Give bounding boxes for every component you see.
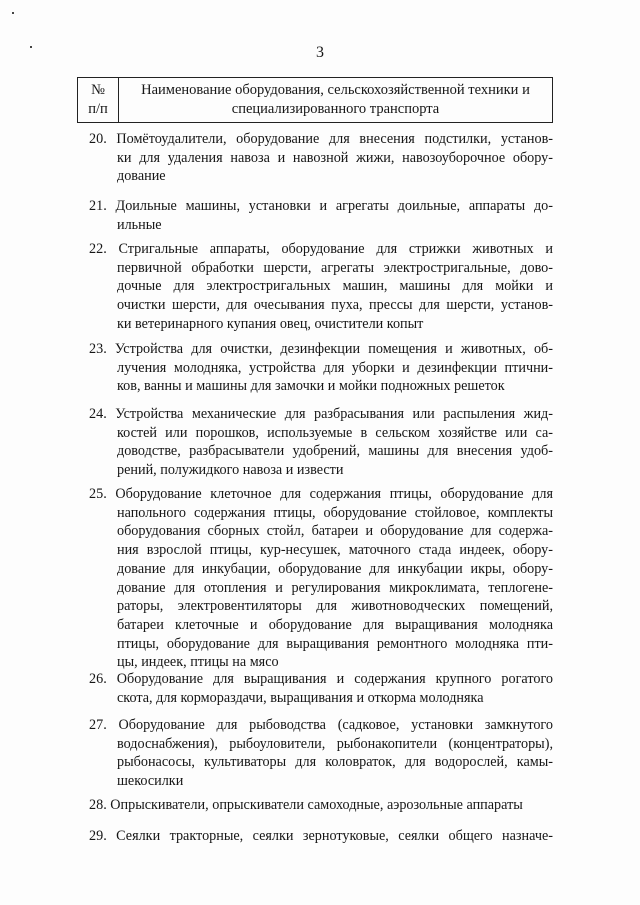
item-line: ильные bbox=[117, 216, 162, 233]
item-line: 24. Устройства механические для разбрасывания или распыления жид- bbox=[89, 406, 553, 422]
header-name-line: специализированного транспорта bbox=[231, 101, 440, 117]
table-header bbox=[77, 77, 553, 123]
item-line: ков, ванны и машины для замочки и мойки подножных решеток bbox=[117, 378, 505, 395]
item-line: лучения молодняка, устройства для уборки и дезинфекции птични- bbox=[117, 359, 553, 376]
item-line: 22. Стригальные аппараты, оборудование для стрижки животных и bbox=[89, 241, 553, 257]
list-item bbox=[89, 130, 553, 186]
list-item bbox=[89, 405, 553, 480]
item-line: 23. Устройства для очистки, дезинфекции помещения и животных, об- bbox=[89, 341, 553, 357]
header-number-cell bbox=[78, 78, 119, 122]
item-line: 29. Сеялки тракторные, сеялки зернотуковые, сеялки общего назначе- bbox=[89, 828, 553, 844]
item-line: птицы, оборудование для выращивания ремонтного молодняка пти- bbox=[117, 635, 553, 652]
item-line: дование для отопления и регулирования микроклимата, теплогене- bbox=[117, 579, 553, 596]
header-name-cell bbox=[119, 78, 552, 122]
item-line: ки для удаления навоза и навозной жижи, навозоуборочное обору- bbox=[117, 149, 553, 166]
item-line: 21. Доильные машины, установки и агрегаты доильные, аппараты до- bbox=[89, 198, 553, 214]
list-item bbox=[89, 827, 553, 846]
item-line: ния взрослой птицы, кур-несушек, маточного стада индеек, обору- bbox=[117, 542, 553, 559]
scan-speck bbox=[12, 12, 14, 14]
item-line: цы, индеек, птицы на мясо bbox=[117, 654, 279, 671]
list-item bbox=[89, 485, 553, 672]
item-line: рыбонасосы, культиваторы для коловраток, для водорослей, камы- bbox=[117, 754, 553, 771]
list-item bbox=[89, 796, 553, 815]
item-line: дочные для электростригальных машин, машины для мойки и bbox=[117, 278, 553, 295]
item-line: очистки шерсти, для очесывания пуха, прессы для шерсти, установ- bbox=[117, 297, 553, 314]
item-line: скота, для кормораздачи, выращивания и откорма молодняка bbox=[117, 689, 484, 706]
item-line: оборудования сборных стойл, батареи и оборудование для содержа- bbox=[117, 523, 553, 540]
item-line: напольного содержания птицы, оборудование стойловое, комплекты bbox=[117, 504, 553, 521]
item-line: батареи клеточные и оборудование для выращивания молодняка bbox=[117, 616, 553, 633]
list-item bbox=[89, 197, 553, 234]
item-line: костей или порошков, используемые в сельском хозяйстве или са- bbox=[117, 424, 553, 441]
item-line: первичной обработки шерсти, агрегаты электростригальные, дово- bbox=[117, 259, 553, 276]
item-line: 20. Помётоудалители, оборудование для внесения подстилки, установ- bbox=[89, 131, 553, 147]
list-item bbox=[89, 340, 553, 396]
item-line: доводстве, разбрасыватели удобрений, машины для внесения удоб- bbox=[117, 443, 553, 460]
item-line: шекосилки bbox=[117, 773, 184, 790]
item-line: 26. Оборудование для выращивания и содержания крупного рогатого bbox=[89, 671, 553, 687]
item-line: дование bbox=[117, 168, 166, 185]
item-line: 27. Оборудование для рыбоводства (садковое, установки замкнутого bbox=[89, 717, 553, 733]
item-line: 28. Опрыскиватели, опрыскиватели самоходные, аэрозольные аппараты bbox=[89, 797, 523, 813]
header-number-symbol: № bbox=[91, 82, 105, 98]
item-line: водоснабжения), рыбоуловители, рыбонакопители (концентраторы), bbox=[117, 735, 553, 752]
item-line: 25. Оборудование клеточное для содержания птицы, оборудование для bbox=[89, 486, 553, 502]
list-item bbox=[89, 240, 553, 334]
header-number-abbr: п/п bbox=[88, 101, 108, 117]
header-name-line: Наименование оборудования, сельскохозяйственной техники и bbox=[141, 82, 530, 98]
item-line: рений, полужидкого навоза и извести bbox=[117, 462, 344, 479]
list-item bbox=[89, 716, 553, 791]
item-line: ки ветеринарного купания овец, очистители копыт bbox=[117, 315, 424, 332]
page-number: 3 bbox=[316, 44, 324, 61]
item-line: дование для инкубации, оборудование для инкубации икры, обору- bbox=[117, 560, 553, 577]
item-line: раторы, электровентиляторы для животноводческих помещений, bbox=[117, 598, 553, 615]
list-item bbox=[89, 670, 553, 707]
